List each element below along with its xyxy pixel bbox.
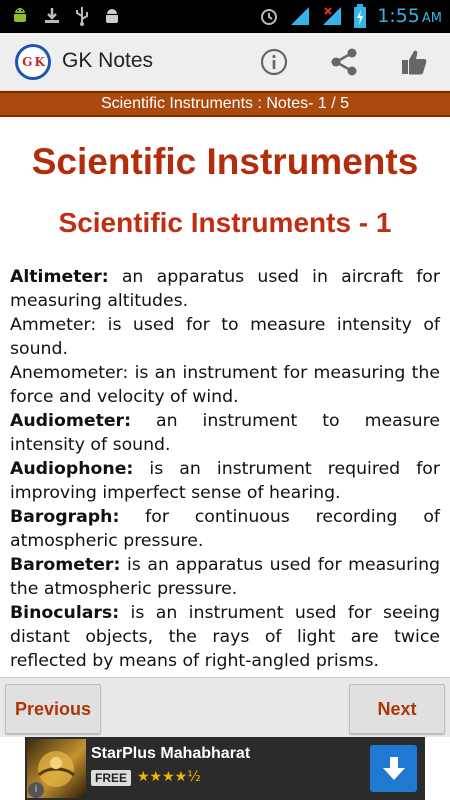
status-bar [0,0,450,33]
entry-term: Altimeter: [10,267,109,287]
notes-page-indicator: Scientific Instruments : Notes- 1 / 5 [0,91,450,117]
thumbs-up-icon[interactable] [398,46,430,78]
download-arrow-icon [379,754,409,784]
entry-text: an apparatus used in aircraft for measuring altitudes. [10,267,440,311]
app-title: GK Notes [62,49,154,72]
notes-content[interactable] [0,117,450,677]
clock-time: 1:55 [377,5,420,27]
battery-charging-icon [353,4,367,28]
entry-altimeter [10,265,440,313]
share-icon[interactable] [328,46,360,78]
signal-off-icon [321,5,343,27]
ad-banner[interactable] [0,737,450,800]
entries-list [10,265,440,673]
previous-button[interactable]: Previous [5,684,101,734]
entry-binoculars [10,601,440,673]
entry-term: Barometer: [10,555,121,575]
entry-term: Binoculars: [10,603,120,623]
usb-icon [74,6,90,26]
entry-text: an instrument to measure intensity of sound. [10,411,440,455]
ad-title[interactable]: StarPlus Mahabharat [91,745,251,762]
android-icon [10,6,30,26]
bottom-nav [0,677,450,737]
entry-text: is an instrument required for improving imperfect sense of hearing. [10,459,440,503]
entry-barometer [10,553,440,601]
alarm-icon [259,6,279,26]
ad-rating-stars: ★★★★½ [137,769,201,785]
download-button[interactable] [370,745,417,792]
clock [377,5,442,27]
signal-icon [289,5,311,27]
entry-text: is an instrument used for seeing distant objects, the rays of light are twice reflected by means of right-angled prisms. [10,603,440,671]
android-debug-icon [102,6,122,26]
page-title: Scientific Instruments [31,141,419,182]
entry-ammeter [10,313,440,361]
entry-term: Audiometer: [10,411,131,431]
ad-info-icon[interactable]: i [28,782,44,798]
entry-term: Barograph: [10,507,120,527]
entry-text: is an apparatus used for measuring the atmospheric pressure. [10,555,440,599]
entry-term: Audiophone: [10,459,134,479]
entry-text: for continuous recording of atmospheric pressure. [10,507,440,551]
entry-anemometer [10,361,440,409]
section-title: Scientific Instruments - 1 [58,207,392,238]
clock-ampm: AM [421,11,442,26]
entry-audiophone [10,457,440,505]
app-logo [15,44,51,80]
entry-barograph [10,505,440,553]
download-icon [42,6,62,26]
action-bar [0,33,450,91]
ad-container[interactable] [25,737,425,800]
entry-audiometer [10,409,440,457]
info-icon[interactable] [258,46,290,78]
ad-free-badge: FREE [91,770,131,786]
entry-text: Anemometer: is an instrument for measuring the force and velocity of wind. [10,363,440,407]
app-logo-text: G K [22,55,44,69]
next-button[interactable]: Next [349,684,445,734]
entry-text: Ammeter: is used for to measure intensity of sound. [10,315,440,359]
